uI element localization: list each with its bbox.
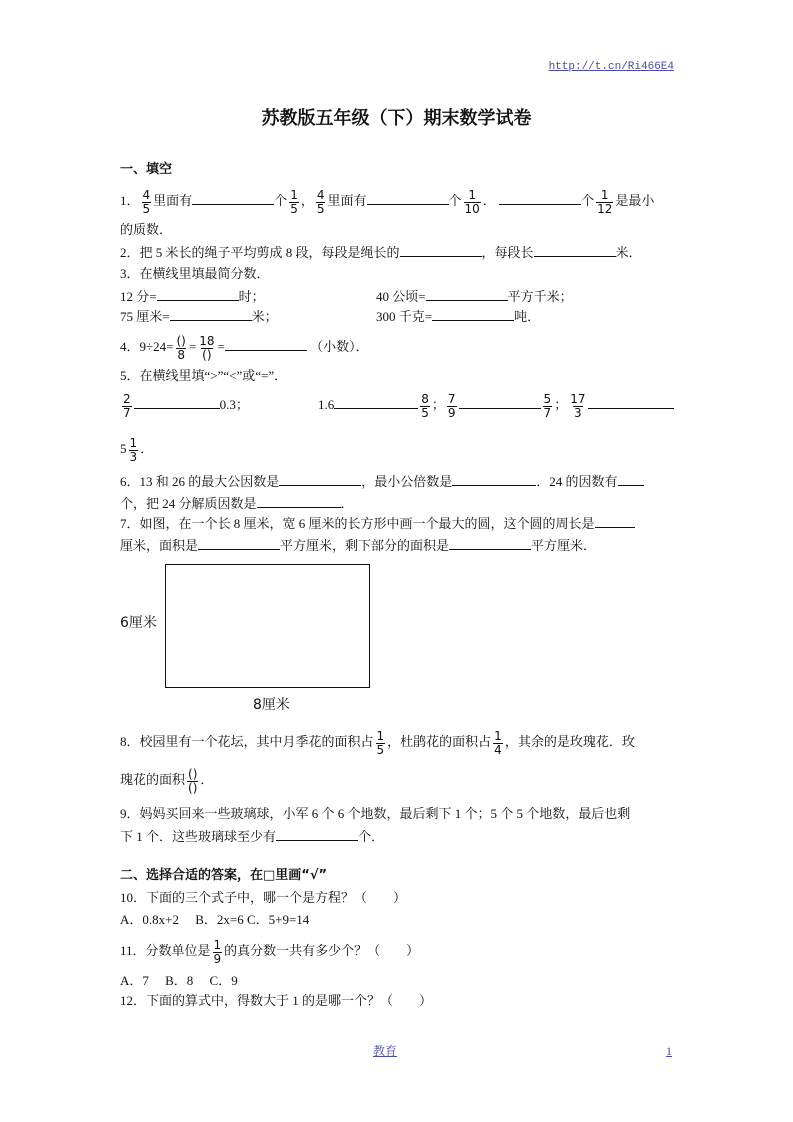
answer-blank[interactable] [367,192,449,205]
question-12: 12．下面的算式中，得数大于 1 的是哪一个？（ ） [120,993,433,1008]
answer-blank[interactable] [452,473,536,486]
rectangle-figure [120,560,375,720]
fraction: $\frac{1}{5}$ [290,187,298,216]
question-3: 3．在横线里填最简分数． [120,266,270,281]
question-3-row-1b: 40 公顷= 平方千米； [376,289,573,304]
fraction: $\frac{1}{9}$ [213,937,222,966]
fraction: $\frac{()}{8}$ [176,333,186,362]
answer-blank[interactable] [192,192,274,205]
question-8-continued: 瑰花的面积 $\frac{()}{()}$ ． [120,766,214,795]
answer-blank[interactable] [198,537,280,550]
question-number: 1． [120,193,140,208]
section-heading-2: 二、选择合适的答案，在□里画“√” [120,868,328,883]
page-title: 苏教版五年级（下）期末数学试卷 [261,108,532,129]
question-6-continued: 个，把 24 分解质因数是 ． [120,496,354,511]
answer-blank[interactable] [170,308,252,321]
question-10-options: A．0.8x+2 B．2x=6 C．5+9=14 [120,912,310,927]
answer-blank[interactable] [432,308,514,321]
answer-blank[interactable] [276,828,358,841]
fraction: $\frac{17}{3}$ [570,391,586,420]
fraction: $\frac{1}{3}$ [129,435,138,464]
fraction: $\frac{8}{5}$ [421,391,429,420]
answer-blank[interactable] [334,396,418,409]
question-4: 4．9÷24= $\frac{()}{8}$ = $\frac{18}{()}$ = （小数）． [120,333,369,362]
page-number: 1 [666,1044,672,1058]
answer-blank[interactable] [534,244,616,257]
rectangle-shape [165,564,370,688]
question-5: 5．在横线里填“>”“<”或“=”． [120,368,288,383]
question-3-row-1a: 12 分= 时； [120,289,265,304]
answer-blank[interactable] [595,515,635,528]
question-1: 1． $\frac{4}{5}$ 里面有 个 $\frac{1}{5}$ ， $\frac{4}{5}$ 里面有 个 $\frac{1}{10}$ ． 个 $\frac{1}{12}$ 是最小 [120,187,655,216]
answer-blank[interactable] [257,495,341,508]
header-link[interactable]: http://t.cn/Ri466E4 [548,61,674,73]
width-label: 6厘米 [120,615,157,631]
question-9-continued: 下 1 个．这些玻璃球至少有 个． [120,829,385,844]
footer-link[interactable]: 教育 [373,1044,398,1058]
answer-blank[interactable] [400,244,482,257]
answer-blank[interactable] [588,396,674,409]
fraction: $\frac{18}{()}$ [199,333,215,362]
question-1-continued: 的质数． [120,222,173,237]
fraction: $\frac{7}{9}$ [447,391,456,420]
answer-blank[interactable] [449,537,531,550]
question-5-item-2: 1.6 $\frac{8}{5}$ ； $\frac{7}{9}$ $\frac{5}{7}$ ； $\frac{17}{3}$ [318,390,674,420]
question-7-continued: 厘米，面积是 平方厘米，剩下部分的面积是 平方厘米． [120,538,597,553]
answer-blank[interactable] [618,473,644,486]
fraction: $\frac{()}{()}$ [188,766,198,795]
fraction: $\frac{1}{4}$ [494,728,502,757]
question-7: 7．如图，在一个长 8 厘米，宽 6 厘米的长方形中画一个最大的圆，这个圆的周长是 [120,515,635,532]
question-5-item-1: $\frac{2}{7}$ 0.3； [123,391,249,420]
question-6: 6．13 和 26 的最大公因数是 ，最小公倍数是 ．24 的因数有 [120,473,644,490]
question-3-row-2a: 75 厘米= 米； [120,309,278,324]
fraction: $\frac{4}{5}$ [142,187,151,216]
question-3-row-2b: 300 千克= 吨． [376,309,541,324]
length-label: 8厘米 [253,697,290,713]
fraction: $\frac{4}{5}$ [316,187,325,216]
question-5-item-5: 5 $\frac{1}{3}$ ． [120,435,154,464]
question-9: 9．妈妈买回来一些玻璃球，小军 6 个 6 个地数，最后剩下 1 个；5 个 5 个地数，最后也剩 [120,806,631,821]
fraction: $\frac{1}{12}$ [597,187,613,216]
fraction: $\frac{1}{5}$ [376,728,385,757]
fraction: $\frac{5}{7}$ [543,391,552,420]
question-2: 2．把 5 米长的绳子平均剪成 8 段，每段是绳长的 ，每段长 米． [120,245,642,260]
answer-blank[interactable] [157,288,239,301]
answer-blank[interactable] [225,338,307,351]
answer-blank[interactable] [134,396,220,409]
answer-blank[interactable] [459,396,541,409]
question-8: 8．校园里有一个花坛，其中月季花的面积占 $\frac{1}{5}$ ，杜鹃花的面积占 $\frac{1}{4}$ ，其余的是玫瑰花．玫 [120,728,635,757]
answer-blank[interactable] [499,192,581,205]
section-heading-1: 一、填空 [120,162,173,177]
answer-blank[interactable] [279,473,361,486]
answer-blank[interactable] [426,288,508,301]
question-11-options: A．7 B．8 C．9 [120,973,238,988]
question-10: 10．下面的三个式子中，哪一个是方程？（ ） [120,890,407,905]
question-11: 11．分数单位是 $\frac{1}{9}$ 的真分数一共有多少个？（ ） [120,937,420,966]
fraction: $\frac{1}{10}$ [464,187,480,216]
fraction: $\frac{2}{7}$ [123,391,131,420]
